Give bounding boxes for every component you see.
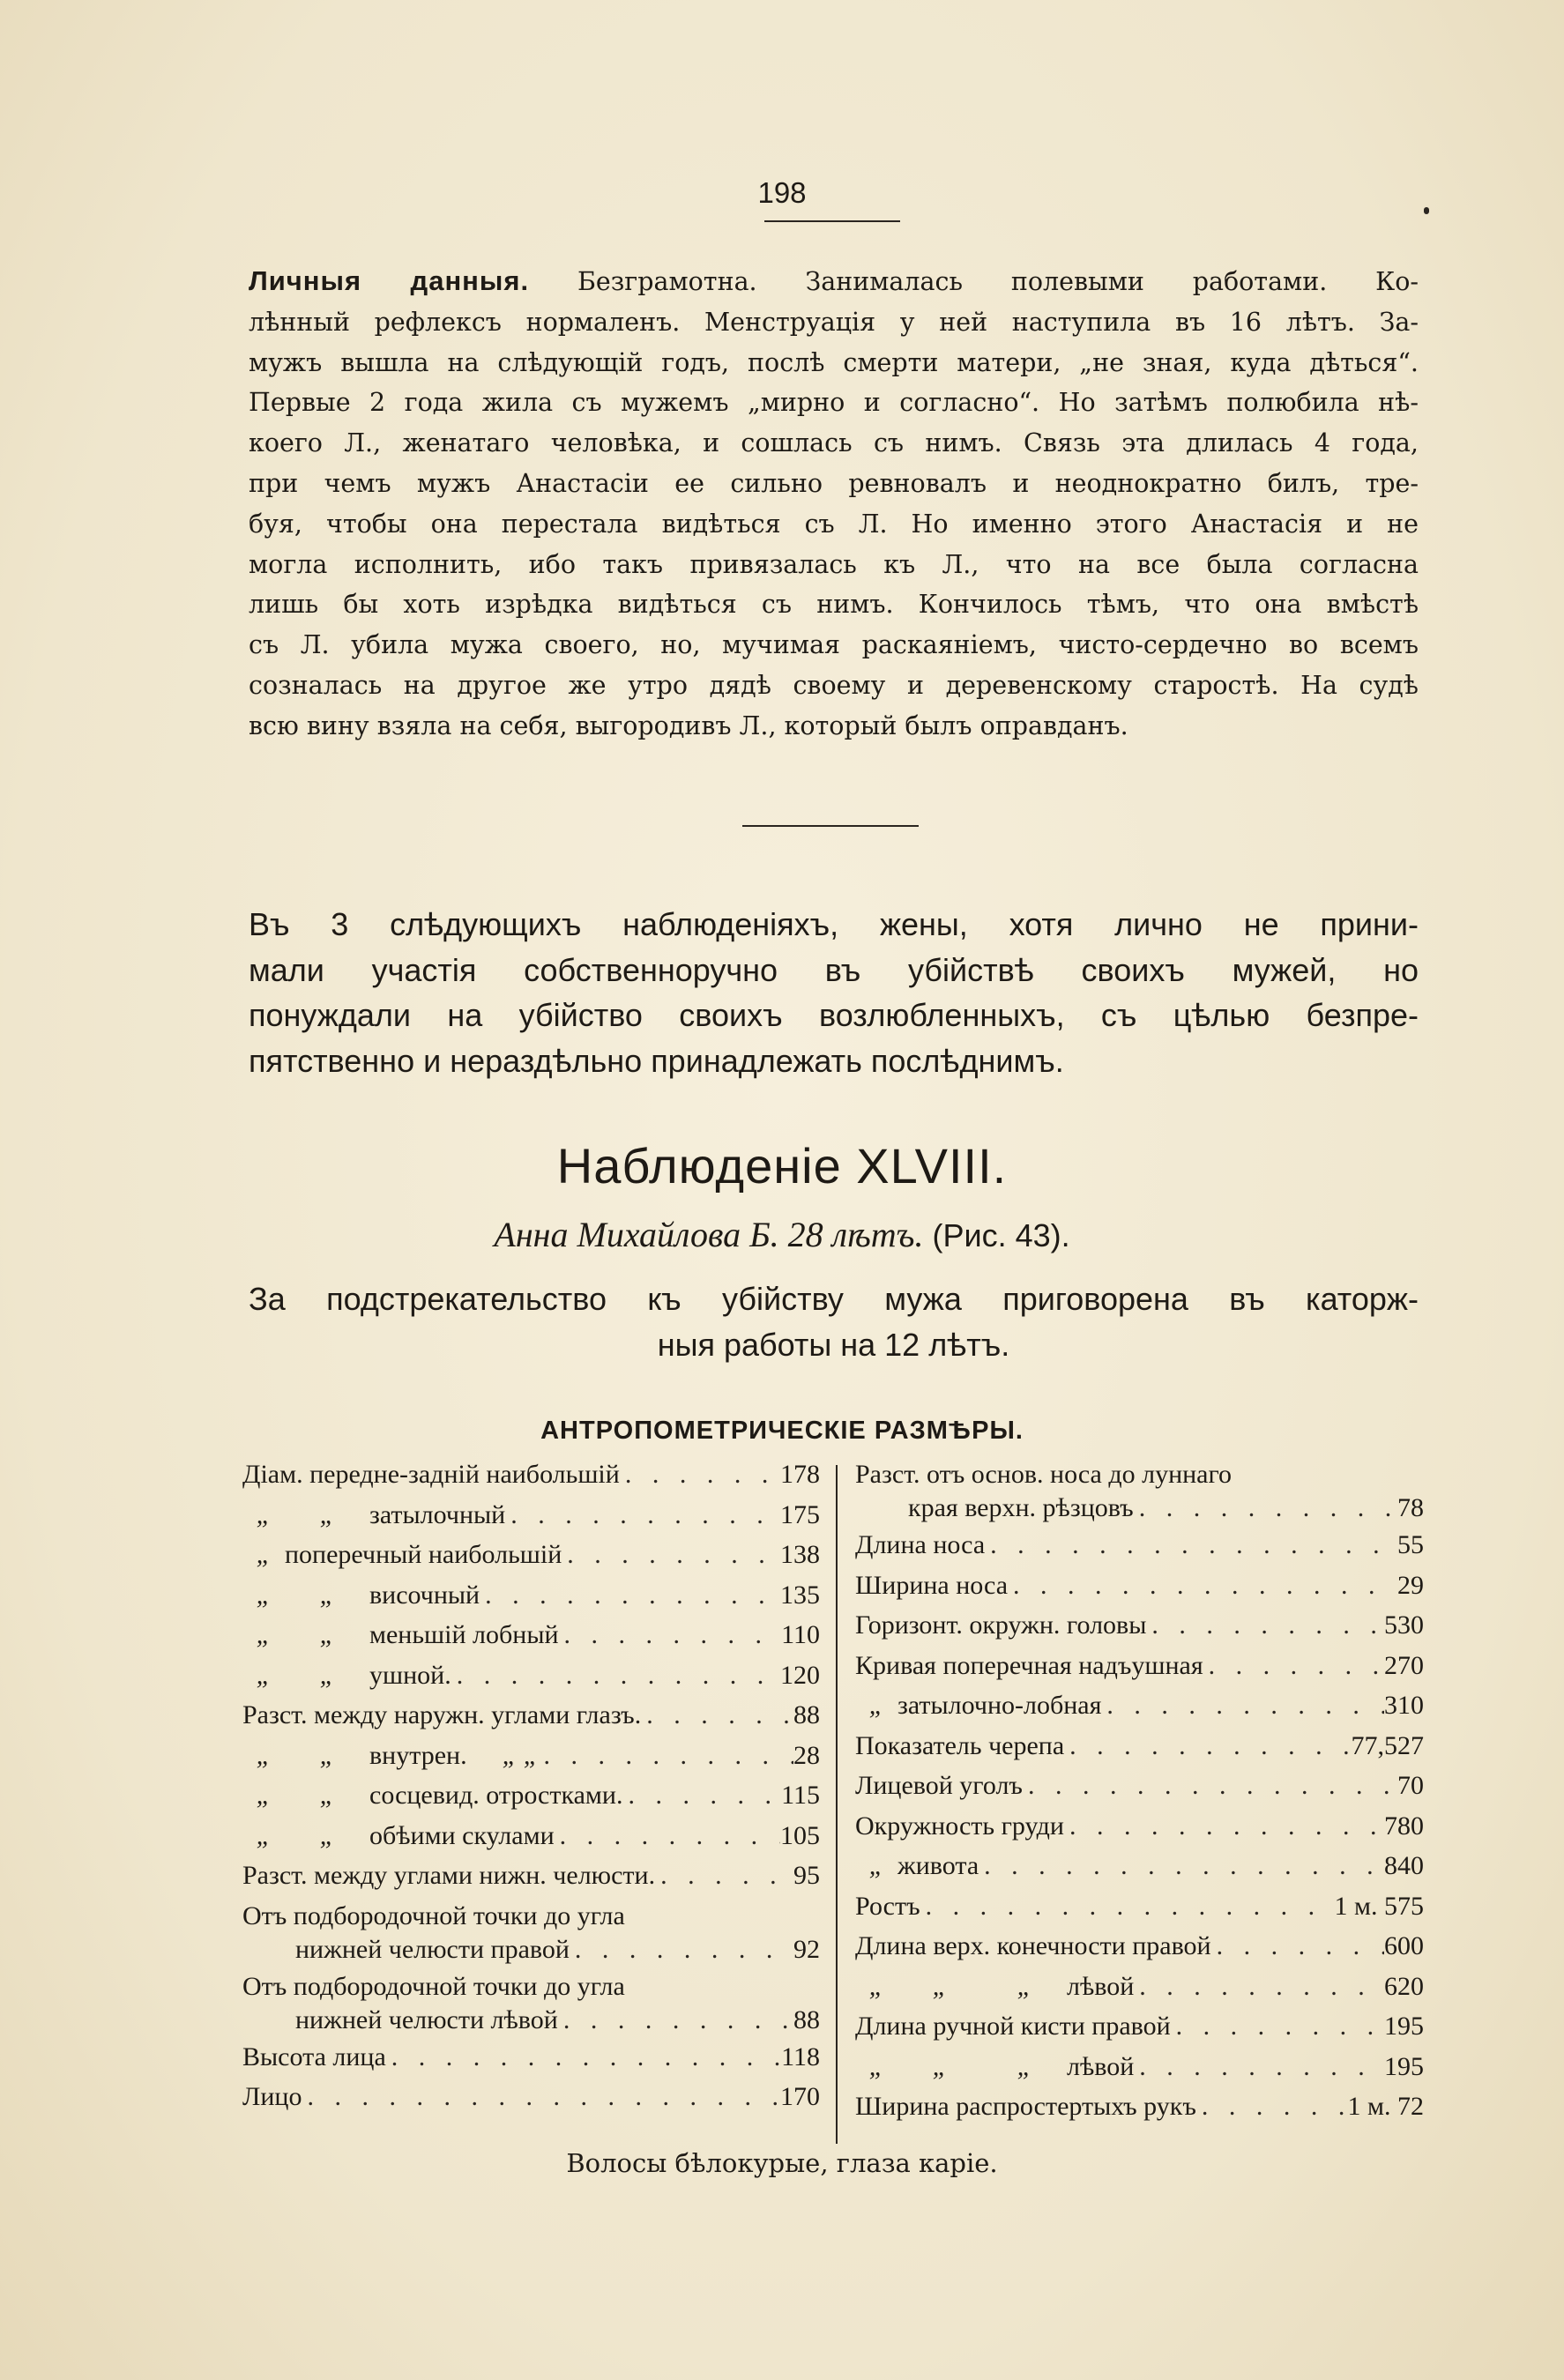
measurement-value: 600 — [1384, 1931, 1424, 1960]
ditto-mark: „ — [256, 1740, 272, 1770]
leader-dots — [622, 1781, 781, 1811]
ditto-group — [242, 1661, 369, 1691]
ditto-mark: „ — [932, 2051, 948, 2081]
measurement-label: живота — [897, 1851, 979, 1880]
ditto-mark: „ — [256, 1499, 272, 1529]
measurement-value: 780 — [1384, 1811, 1424, 1841]
measurement-value: 118 — [781, 2042, 820, 2071]
leader-dots — [920, 1892, 1335, 1922]
measurement-row — [855, 1610, 1424, 1651]
ditto-mark: „ — [1017, 1971, 1032, 2001]
observation-subject — [0, 1214, 1564, 1255]
measurements-title: АНТРОПОМЕТРИЧЕСКІЕ РАЗМѢРЫ. — [540, 1417, 1024, 1445]
measurement-value: 270 — [1384, 1650, 1424, 1680]
measurement-value: 95 — [793, 1861, 820, 1890]
leader-dots — [570, 1935, 793, 1965]
measurement-label: ушной. — [369, 1660, 451, 1690]
measurement-label: сосцевид. отростками. — [369, 1781, 623, 1810]
measurement-value: 77,527 — [1351, 1730, 1424, 1760]
measurement-row — [242, 1972, 820, 2042]
leader-dots — [985, 1530, 1397, 1560]
measurement-label: Разст. между наружн. углами глазъ. — [242, 1700, 642, 1729]
leader-dots — [1064, 1731, 1351, 1761]
leader-dots — [641, 1700, 793, 1730]
measurement-row — [242, 1540, 820, 1580]
measurement-label: Горизонт. окружн. головы — [855, 1610, 1147, 1640]
page-number: 198 — [757, 176, 807, 209]
measurement-value: 138 — [780, 1540, 820, 1569]
measurement-label: затылочный — [369, 1499, 506, 1529]
page-number-rule — [764, 220, 900, 222]
leader-dots — [386, 2042, 781, 2072]
measurement-value: 195 — [1384, 2012, 1424, 2041]
ditto-mark: „ — [1017, 2051, 1032, 2081]
leader-dots — [620, 1460, 780, 1490]
ditto-group — [855, 1691, 897, 1721]
measurement-row — [242, 1700, 820, 1741]
personal-data-paragraph — [249, 261, 1419, 747]
hair-eyes-note: Волосы бѣлокурые, глаза каріе. — [566, 2148, 998, 2178]
measurement-label: Длина верх. конечности правой — [855, 1931, 1211, 1960]
leader-dots — [559, 1620, 782, 1650]
paragraph-line-text: Безграмотна. Занималась полевыми работами. Ко- — [529, 267, 1419, 296]
measurement-value: 195 — [1384, 2051, 1424, 2081]
leader-dots — [1064, 1811, 1384, 1841]
ditto-mark: „ — [319, 1580, 335, 1610]
paragraph-line: могла исполнить, ибо такъ привязалась къ Л., что на все была согласна — [249, 549, 1419, 579]
measurement-label: лѣвой — [1067, 2051, 1135, 2081]
section-divider — [742, 825, 919, 827]
measurement-row — [855, 1851, 1424, 1892]
paragraph-line: при чемъ мужъ Анастасіи ее сильно ревновалъ и неоднократно билъ, тре- — [249, 468, 1419, 498]
leader-dots — [451, 1661, 780, 1691]
sentence-line: За подстрекательство къ убійству мужа приговорена въ каторж- — [249, 1281, 1419, 1317]
measurement-value: 70 — [1397, 1771, 1424, 1800]
ditto-mid: „ „ — [502, 1740, 539, 1770]
measurement-row — [242, 2042, 820, 2083]
paragraph-line: коего Л., женатаго человѣка, и сошлась съ нимъ. Связь эта длилась 4 года, — [249, 428, 1419, 458]
ditto-group — [242, 1741, 369, 1771]
measurement-row — [855, 1931, 1424, 1972]
paragraph-line: буя, чтобы она перестала видѣться съ Л. Но именно этого Анастасія и не — [249, 509, 1419, 539]
measurement-label: края верхн. рѣзцовъ — [908, 1493, 1134, 1522]
paragraph-line: мужъ вышла на слѣдующій годъ, послѣ смерти матери, „не зная, куда дѣться“. — [249, 347, 1419, 377]
leader-dots — [562, 1540, 780, 1570]
ditto-mark: „ — [319, 1820, 335, 1850]
leader-dots — [1134, 2052, 1384, 2082]
measurement-row — [242, 1861, 820, 1901]
observation-title: Наблюденіе XLVIII. — [556, 1138, 1008, 1194]
ditto-mark: „ — [256, 1660, 272, 1690]
measurements-right-column — [855, 1460, 1424, 2132]
leader-dots — [1023, 1771, 1397, 1801]
measurement-label: нижней челюсти лѣвой — [295, 2004, 558, 2034]
measurement-value: 170 — [780, 2082, 820, 2111]
measurement-row — [855, 2092, 1424, 2132]
leader-dots — [1196, 2092, 1348, 2122]
measurement-label: височный — [369, 1580, 480, 1610]
measurement-value: 110 — [781, 1620, 820, 1649]
leader-dots — [655, 1861, 793, 1891]
leader-dots — [1134, 1972, 1384, 2002]
leader-dots — [1146, 1610, 1384, 1640]
leader-dots — [1211, 1931, 1384, 1961]
measurement-row — [242, 1460, 820, 1500]
measurement-row — [855, 1530, 1424, 1571]
measurement-value: 530 — [1384, 1610, 1424, 1640]
measurement-label: Лицо — [242, 2082, 302, 2111]
paragraph-line: лѣнный рефлексъ нормаленъ. Менструація у ней наступила въ 16 лѣтъ. За- — [249, 307, 1419, 337]
measurement-value: 92 — [793, 1934, 820, 1964]
intro-paragraph — [249, 902, 1419, 1083]
measurement-label: Окружность груди — [855, 1811, 1064, 1841]
measurement-row — [855, 1571, 1424, 1611]
ditto-group — [242, 1500, 369, 1530]
ditto-group — [855, 1972, 1067, 2002]
measurement-label: Лицевой уголъ — [855, 1771, 1023, 1800]
leader-dots — [1171, 2012, 1384, 2042]
measurement-label: затылочно-лобная — [897, 1691, 1102, 1720]
measurement-row — [855, 2052, 1424, 2093]
measurement-value: 78 — [1397, 1493, 1424, 1522]
ditto-mark: „ — [319, 1499, 335, 1529]
measurement-value: 120 — [780, 1660, 820, 1690]
measurement-label: Высота лица — [242, 2042, 386, 2071]
measurement-row — [855, 1771, 1424, 1811]
figure-reference: (Рис. 43). — [923, 1217, 1070, 1253]
measurement-value: 1 м. 575 — [1334, 1891, 1424, 1921]
measurement-label: Діам. передне-задній наибольшій — [242, 1460, 620, 1489]
ditto-mark: „ — [868, 1851, 884, 1880]
measurement-label: Показатель черепа — [855, 1730, 1065, 1760]
paragraph-line: мали участія собственноручно въ убійствѣ своихъ мужей, но — [249, 951, 1419, 988]
ditto-mark: „ — [256, 1781, 272, 1810]
measurement-label: Длина ручной кисти правой — [855, 2012, 1171, 2041]
leader-dots — [979, 1851, 1384, 1881]
measurement-value: 88 — [793, 2004, 820, 2034]
measurement-label: нижней челюсти правой — [295, 1934, 570, 1964]
measurement-row — [855, 2012, 1424, 2052]
leader-dots — [302, 2082, 780, 2112]
measurement-label: Отъ подбородочной точки до угла — [242, 1900, 625, 1930]
measurement-value: 105 — [780, 1820, 820, 1850]
ditto-group — [242, 1620, 369, 1650]
measurement-value: 88 — [793, 1700, 820, 1729]
ditto-mark: „ — [868, 1971, 884, 2001]
measurement-label: внутрен. — [369, 1740, 467, 1770]
ditto-group — [242, 1821, 369, 1851]
measurement-label: Длина носа — [855, 1530, 986, 1559]
leader-dots — [1203, 1651, 1384, 1681]
paragraph-line: Въ 3 слѣдующихъ наблюденіяхъ, жены, хотя лично не прини- — [249, 906, 1419, 942]
measurement-value: 135 — [780, 1580, 820, 1610]
measurement-label: меньшій лобный — [369, 1620, 559, 1649]
sentence-paragraph — [249, 1276, 1419, 1368]
leader-dots — [1101, 1691, 1384, 1721]
ditto-mark: „ — [932, 1971, 948, 2001]
paragraph-lead: Личныя данныя. — [249, 265, 530, 296]
paragraph-line: пятственно и нераздѣльно принадлежать послѣднимъ. — [249, 1042, 1064, 1079]
measurement-value: 1 м. 72 — [1347, 2092, 1424, 2121]
leader-dots — [505, 1500, 780, 1530]
ditto-mark: „ — [256, 1540, 272, 1569]
measurement-row — [242, 1580, 820, 1621]
paragraph-line: всю вину взяла на себя, выгородивъ Л., который былъ оправданъ. — [249, 710, 1128, 740]
measurement-label: Отъ подбородочной точки до угла — [242, 1971, 625, 2001]
paragraph-line: созналась на другое же утро дядѣ своему и деревенскому старостѣ. На судѣ — [249, 670, 1419, 700]
leader-dots — [1134, 1493, 1397, 1523]
leader-dots — [555, 1821, 780, 1851]
paragraph-line: лишь бы хоть изрѣдка видѣться съ нимъ. Кончилось тѣмъ, что она вмѣстѣ — [249, 590, 1419, 620]
leader-dots — [558, 2005, 793, 2035]
measurement-row — [855, 1651, 1424, 1692]
ditto-mark: „ — [319, 1620, 335, 1649]
leader-dots — [1008, 1571, 1397, 1601]
ditto-group — [242, 1540, 285, 1570]
measurement-value: 310 — [1384, 1691, 1424, 1720]
ditto-group — [242, 1580, 369, 1610]
measurement-row — [242, 1661, 820, 1701]
ditto-mark: „ — [256, 1620, 272, 1649]
column-divider — [836, 1465, 838, 2144]
measurement-value: 55 — [1397, 1530, 1424, 1559]
measurement-row — [242, 1901, 820, 1972]
paragraph-line — [249, 261, 1419, 302]
measurement-value: 29 — [1397, 1570, 1424, 1600]
measurement-row — [242, 1821, 820, 1862]
measurement-row — [242, 2082, 820, 2123]
sentence-line: ныя работы на 12 лѣтъ. — [657, 1327, 1010, 1363]
measurement-value: 115 — [781, 1781, 820, 1810]
measurement-row — [855, 1811, 1424, 1852]
measurement-label: поперечный наибольшій — [285, 1540, 562, 1569]
measurement-value: 620 — [1384, 1971, 1424, 2001]
measurement-row — [242, 1781, 820, 1821]
measurement-row — [855, 1892, 1424, 1932]
measurement-label: Ширина распростертыхъ рукъ — [855, 2092, 1196, 2121]
measurement-value: 175 — [780, 1499, 820, 1529]
measurement-value: 840 — [1384, 1851, 1424, 1880]
measurement-row — [242, 1620, 820, 1661]
measurement-label: обѣими скулами — [369, 1820, 555, 1850]
measurement-label: Кривая поперечная надъушная — [855, 1650, 1203, 1680]
measurement-row — [242, 1741, 820, 1781]
measurement-label: Разст. между углами нижн. челюсти. — [242, 1861, 656, 1890]
ditto-mark: „ — [256, 1820, 272, 1850]
subject-name: Анна Михайлова Б. 28 лѣтъ. — [494, 1215, 924, 1254]
ditto-group — [855, 2052, 1067, 2082]
ditto-mark: „ — [319, 1740, 335, 1770]
measurement-row — [242, 1500, 820, 1541]
paragraph-line: съ Л. убила мужа своего, но, мучимая раскаяніемъ, чисто-сердечно во всемъ — [249, 630, 1419, 660]
ditto-group — [855, 1851, 897, 1881]
ditto-group — [242, 1781, 369, 1811]
measurement-row — [855, 1460, 1424, 1530]
ditto-mark: „ — [319, 1660, 335, 1690]
leader-dots — [538, 1741, 793, 1771]
measurement-label: Ширина носа — [855, 1570, 1009, 1600]
measurements-left-column — [242, 1460, 820, 2123]
measurement-label: Разст. отъ основ. носа до луннаго — [855, 1460, 1233, 1489]
paragraph-line: Первые 2 года жила съ мужемъ „мирно и согласно“. Но затѣмъ полюбила нѣ- — [249, 388, 1419, 418]
measurement-label: Ростъ — [855, 1891, 920, 1921]
ditto-mark: „ — [868, 1691, 884, 1720]
ditto-mark: „ — [319, 1781, 335, 1810]
leader-dots — [480, 1580, 780, 1610]
measurement-value: 28 — [793, 1740, 820, 1770]
measurement-value: 178 — [780, 1460, 820, 1489]
measurement-row — [855, 1972, 1424, 2012]
measurement-row — [855, 1691, 1424, 1731]
measurement-label: лѣвой — [1067, 1971, 1135, 2001]
paragraph-line: понуждали на убійство своихъ возлюбленныхъ, съ цѣлью безпре- — [249, 997, 1419, 1033]
ditto-mark: „ — [868, 2051, 884, 2081]
measurement-row — [855, 1731, 1424, 1772]
ditto-mark: „ — [256, 1580, 272, 1610]
